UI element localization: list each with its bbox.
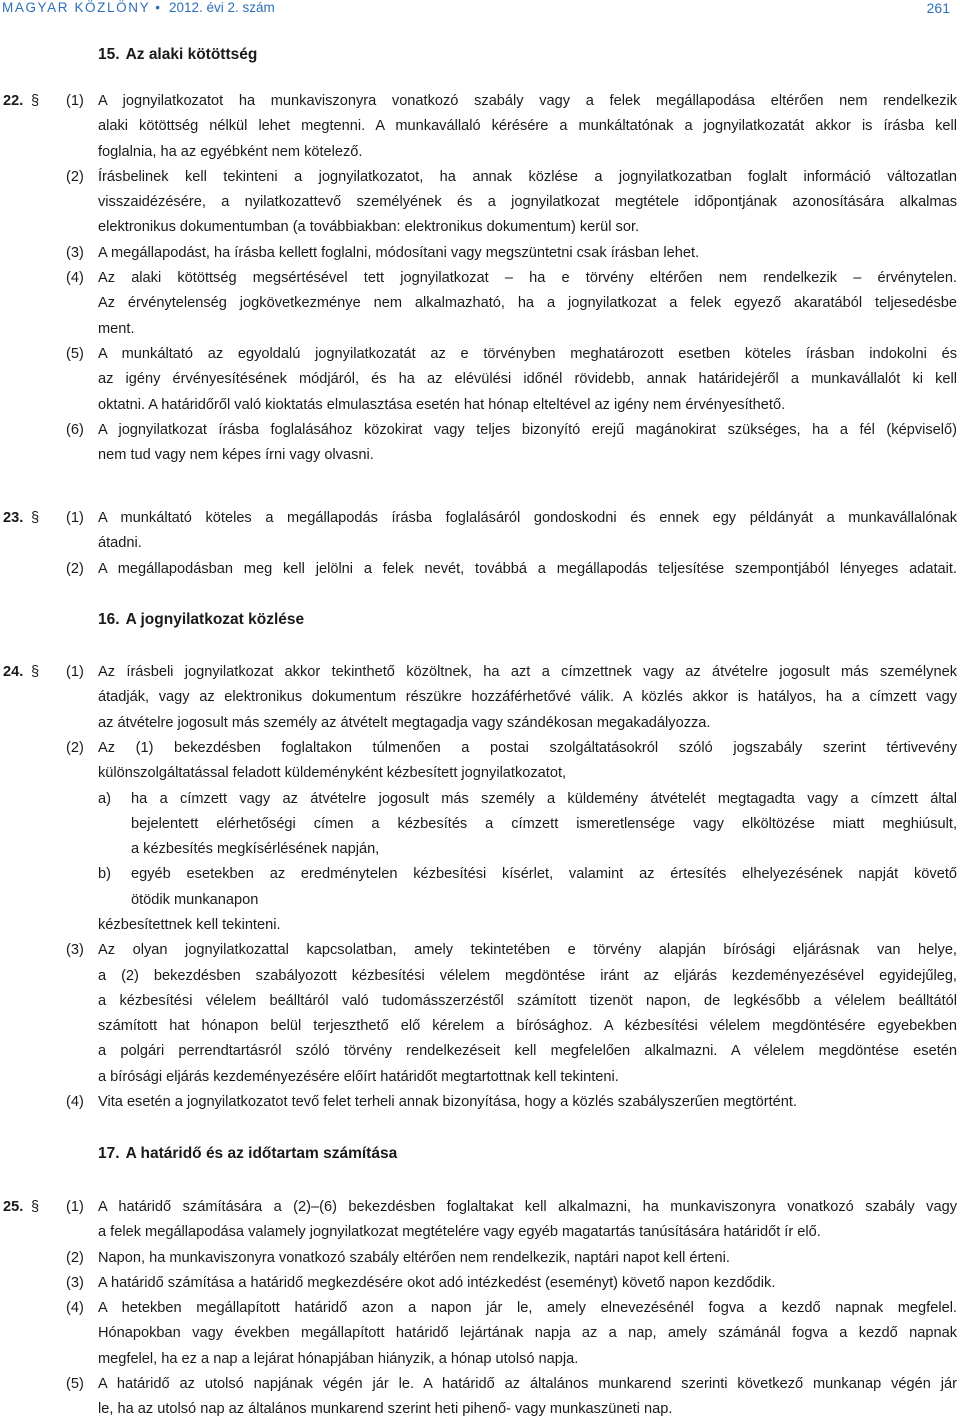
subsection-number: (2) [66,1249,84,1266]
text-line: ment. [98,320,135,337]
section-title: A jognyilatkozat közlése [125,611,305,628]
text-line: átadják, vagy az elektronikus dokumentum részükre hozzáférhetővé válik. A közlés akkor is hatályos, ha a címzett vagy [98,689,957,706]
subsection-number: (1) [66,1199,84,1215]
text-line: A munkáltató az egyoldalú jognyilatkozatát az e törvényben meghatározott esetben köteles írásban indokolni és [98,346,957,362]
text-line: alaki kötöttség nélkül lehet megtenni. A munkavállaló kérésére a munkáltatónak a jognyilatkozatát akkor is írásba kell [98,118,957,135]
text-line: A határidő számítása a határidő megkezdésére okot adó intézkedést (eseményt) követő napon kezdődik. [98,1274,776,1291]
subsection-number: (5) [66,1376,84,1393]
list-letter: b) [98,866,111,883]
paragraph-text [131,787,957,863]
paragraph-text [98,89,957,165]
text-line: a polgári perrendtartásról szóló törvény rendelkezéseit kell megfelelően alkalmazni. A vélelem megdöntése esetén [98,1043,957,1060]
text-line: Vita esetén a jognyilatkozatot tevő felet terheli annak bizonyítása, hogy a közlés szabályszerűen megtörtént. [98,1094,798,1111]
section-heading-s15 [98,46,257,64]
text-line: Hónapokban vagy években megállapított határidő lejártának napja az a nap, amely számánál fogva a kezdő napnak [98,1325,957,1342]
subsection-number: (1) [66,664,84,680]
paragraph-text [98,557,957,582]
paragraph-text [98,1296,957,1372]
paragraph-text [98,506,957,557]
subsection-number: (4) [66,1094,84,1111]
section-heading-s17 [98,1145,397,1163]
text-line: Írásbelinek kell tekinteni a jognyilatkozatot, ha annak közlése a jognyilatkozatban foglalt információ változatlan [98,168,957,185]
subsection-number: (2) [66,168,84,185]
text-line: a kézbesítés megkísérlésének napján, [131,841,380,858]
paragraph-text [98,266,957,342]
page-number: 261 [926,0,950,16]
closing-text: kézbesítettnek kell tekinteni. [98,917,281,933]
text-line: le, ha az utolsó nap az általános munkarend szerint heti pihenő- vagy munkaszüneti nap. [98,1401,673,1418]
text-line: a bírósági eljárás kezdeményezésére előírt határidőt megtartottnak kell tekinteni. [98,1068,619,1085]
text-line: számított hat hónapon belül terjeszthető elő kérelem a bírósághoz. A kézbesítési vélelem megdöntésére egyebekben [98,1018,957,1035]
text-line: az igény érvényesítésének módjáról, és ha az elévülési időnél rövidebb, annak határidejéről a munkavállalót ki kell [98,371,957,388]
subsection-number: (5) [66,346,84,362]
section-sign: § [31,510,40,526]
paragraph-text [98,660,957,736]
paragraph-number: 25. [3,1199,24,1215]
text-line: A hetekben megállapított határidő azon a napon jár le, amely elnevezésénél fogva a kezdő napnak megfelel. [98,1300,957,1317]
subsection-number: (3) [66,244,84,261]
text-line: a (2) bekezdésben szabályozott kézbesítési vélelem megdöntése iránt az eljárás kezdeményezésével egyidejűleg, [98,967,957,984]
bullet-separator: • [155,0,162,15]
list-letter: a) [98,790,111,807]
paragraph-text [98,736,957,787]
text-line: ötödik munkanapon [131,891,259,908]
publication-name: MAGYAR KÖZLÖNY [2,0,150,15]
text-line: A jognyilatkozatot ha munkaviszonyra vonatkozó szabály vagy a felek megállapodása eltérően nem rendelkezik [98,93,957,109]
section-number: 16. [98,611,120,628]
text-line: Napon, ha munkaviszonyra vonatkozó szabály eltérően nem rendelkezik, naptári napot kell érteni. [98,1249,730,1266]
paragraph-text [131,862,957,913]
section-heading-s16 [98,611,304,629]
section-title: A határidő és az időtartam számítása [125,1145,398,1162]
paragraph-text [98,1090,957,1115]
subsection-number: (1) [66,510,84,526]
subsection-number: (4) [66,1300,84,1317]
text-line: bejelentett elérhetőségi címen a kézbesítés a címzett ismeretlensége vagy elköltözése miatt meghiúsult, [131,815,957,832]
text-line: átadni. [98,535,142,552]
text-line: a felek megállapodása valamely jognyilatkozat megtételére vagy egyéb magatartás tanúsítására határidőt ír elő. [98,1224,821,1241]
text-line: Az érvénytelenség jogkövetkezménye nem alkalmazható, ha a jognyilatkozat a felek egyező akaratából teljesedésbe [98,295,957,312]
paragraph-text [98,1372,957,1423]
text-line: Az alaki kötöttség megsértésével tett jognyilatkozat – ha e törvény eltérően nem rendelkezik – érvénytelen. [98,270,957,287]
text-line: A határidő az utolsó napjának végén jár le. A határidő az általános munkarend szerinti következő munkanap végén jár [98,1376,957,1393]
subsection-number: (2) [66,739,84,756]
section-sign: § [31,1199,40,1215]
section-number: 15. [98,46,120,63]
subsection-number: (4) [66,270,84,287]
issue-label: 2012. évi 2. szám [168,0,275,15]
text-line: Az írásbeli jognyilatkozat akkor tekinthető közöltnek, ha azt a címzettnek vagy az átvételre jogosult más személynek [98,664,957,680]
text-line: A munkáltató köteles a megállapodás írásba foglalásáról gondoskodni és ennek egy példányát a munkavállalónak [98,510,957,526]
section-sign: § [31,664,40,680]
paragraph-number: 22. [3,93,24,109]
text-line: A megállapodásban meg kell jelölni a felek nevét, továbbá a megállapodás teljesítése szempontjából lényeges adatait. [98,560,957,577]
text-line: foglalnia, ha az egyébként nem kötelező. [98,143,363,160]
section-sign: § [31,93,40,109]
text-line: a kézbesítési vélelem beálltáról való tudomásszerzéstől számított tizenöt napon, de legkésőbb a vélelem beálltától [98,992,957,1009]
text-line: visszaidézésére, a nyilatkozattevő személyének és a jognyilatkozat megtétele időpontjának azonosítására alkalmas [98,194,957,211]
paragraph-text [98,418,957,469]
text-line: elektronikus dokumentumban (a továbbiakban: elektronikus dokumentum) kerül sor. [98,219,640,236]
subsection-number: (3) [66,1274,84,1291]
text-line: A megállapodást, ha írásba kellett foglalni, módosítani vagy megszüntetni csak írásban lehet. [98,244,700,261]
paragraph-text [98,938,957,1090]
text-line: Az (1) bekezdésben foglaltakon túlmenően a postai szolgáltatásokról szóló jogszabály szerint tértivevény [98,739,957,756]
paragraph-text [98,165,957,241]
text-line: ha a címzett vagy az átvételre jogosult más személy a küldemény átvételét megtagadta vagy a címzett által [131,790,957,807]
page-header [0,0,960,20]
paragraph-number: 24. [3,664,24,680]
text-line: egyéb esetekben az eredménytelen kézbesítési kísérlet, valamint az értesítés elhelyezésének napját követő [131,866,957,883]
text-line: nem tud vagy nem képes írni vagy olvasni. [98,447,374,464]
publication-title [2,0,275,15]
text-line: A jognyilatkozat írásba foglalásához közokirat vagy teljes bizonyító erejű magánokirat szükséges, ha a fél (képviselő) [98,421,957,438]
text-line: oktatni. A határidőről való kioktatás elmulasztása esetén hat hónap elteltével az igény nem érvényesíthető. [98,396,786,413]
subsection-number: (6) [66,421,84,438]
subsection-number: (1) [66,93,84,109]
paragraph-number: 23. [3,510,24,526]
text-line: Az olyan jognyilatkozattal kapcsolatban, amely tekintetében e törvény alapján bírósági eljárásnak van helye, [98,942,957,959]
subsection-number: (2) [66,560,84,577]
paragraph-text [98,1195,957,1246]
paragraph-text [98,1246,957,1271]
text-line: különszolgáltatással feladott küldeményként kézbesített jognyilatkozatot, [98,765,567,782]
text-line: az átvételre jogosult más személy az átvételt megtagadja vagy szándékosan megakadályozza. [98,714,711,731]
paragraph-text [98,1271,957,1296]
text-line: megfelel, ha ez a nap a lejárat hónapjában hiányzik, a hónap utolsó napja. [98,1350,579,1367]
paragraph-text [98,241,957,266]
paragraph-text [98,342,957,418]
section-number: 17. [98,1145,120,1162]
text-line: A határidő számítására a (2)–(6) bekezdésben foglaltakat kell alkalmazni, ha munkaviszonyra vonatkozó szabály vagy [98,1199,957,1215]
section-title: Az alaki kötöttség [125,46,258,63]
subsection-number: (3) [66,942,84,959]
